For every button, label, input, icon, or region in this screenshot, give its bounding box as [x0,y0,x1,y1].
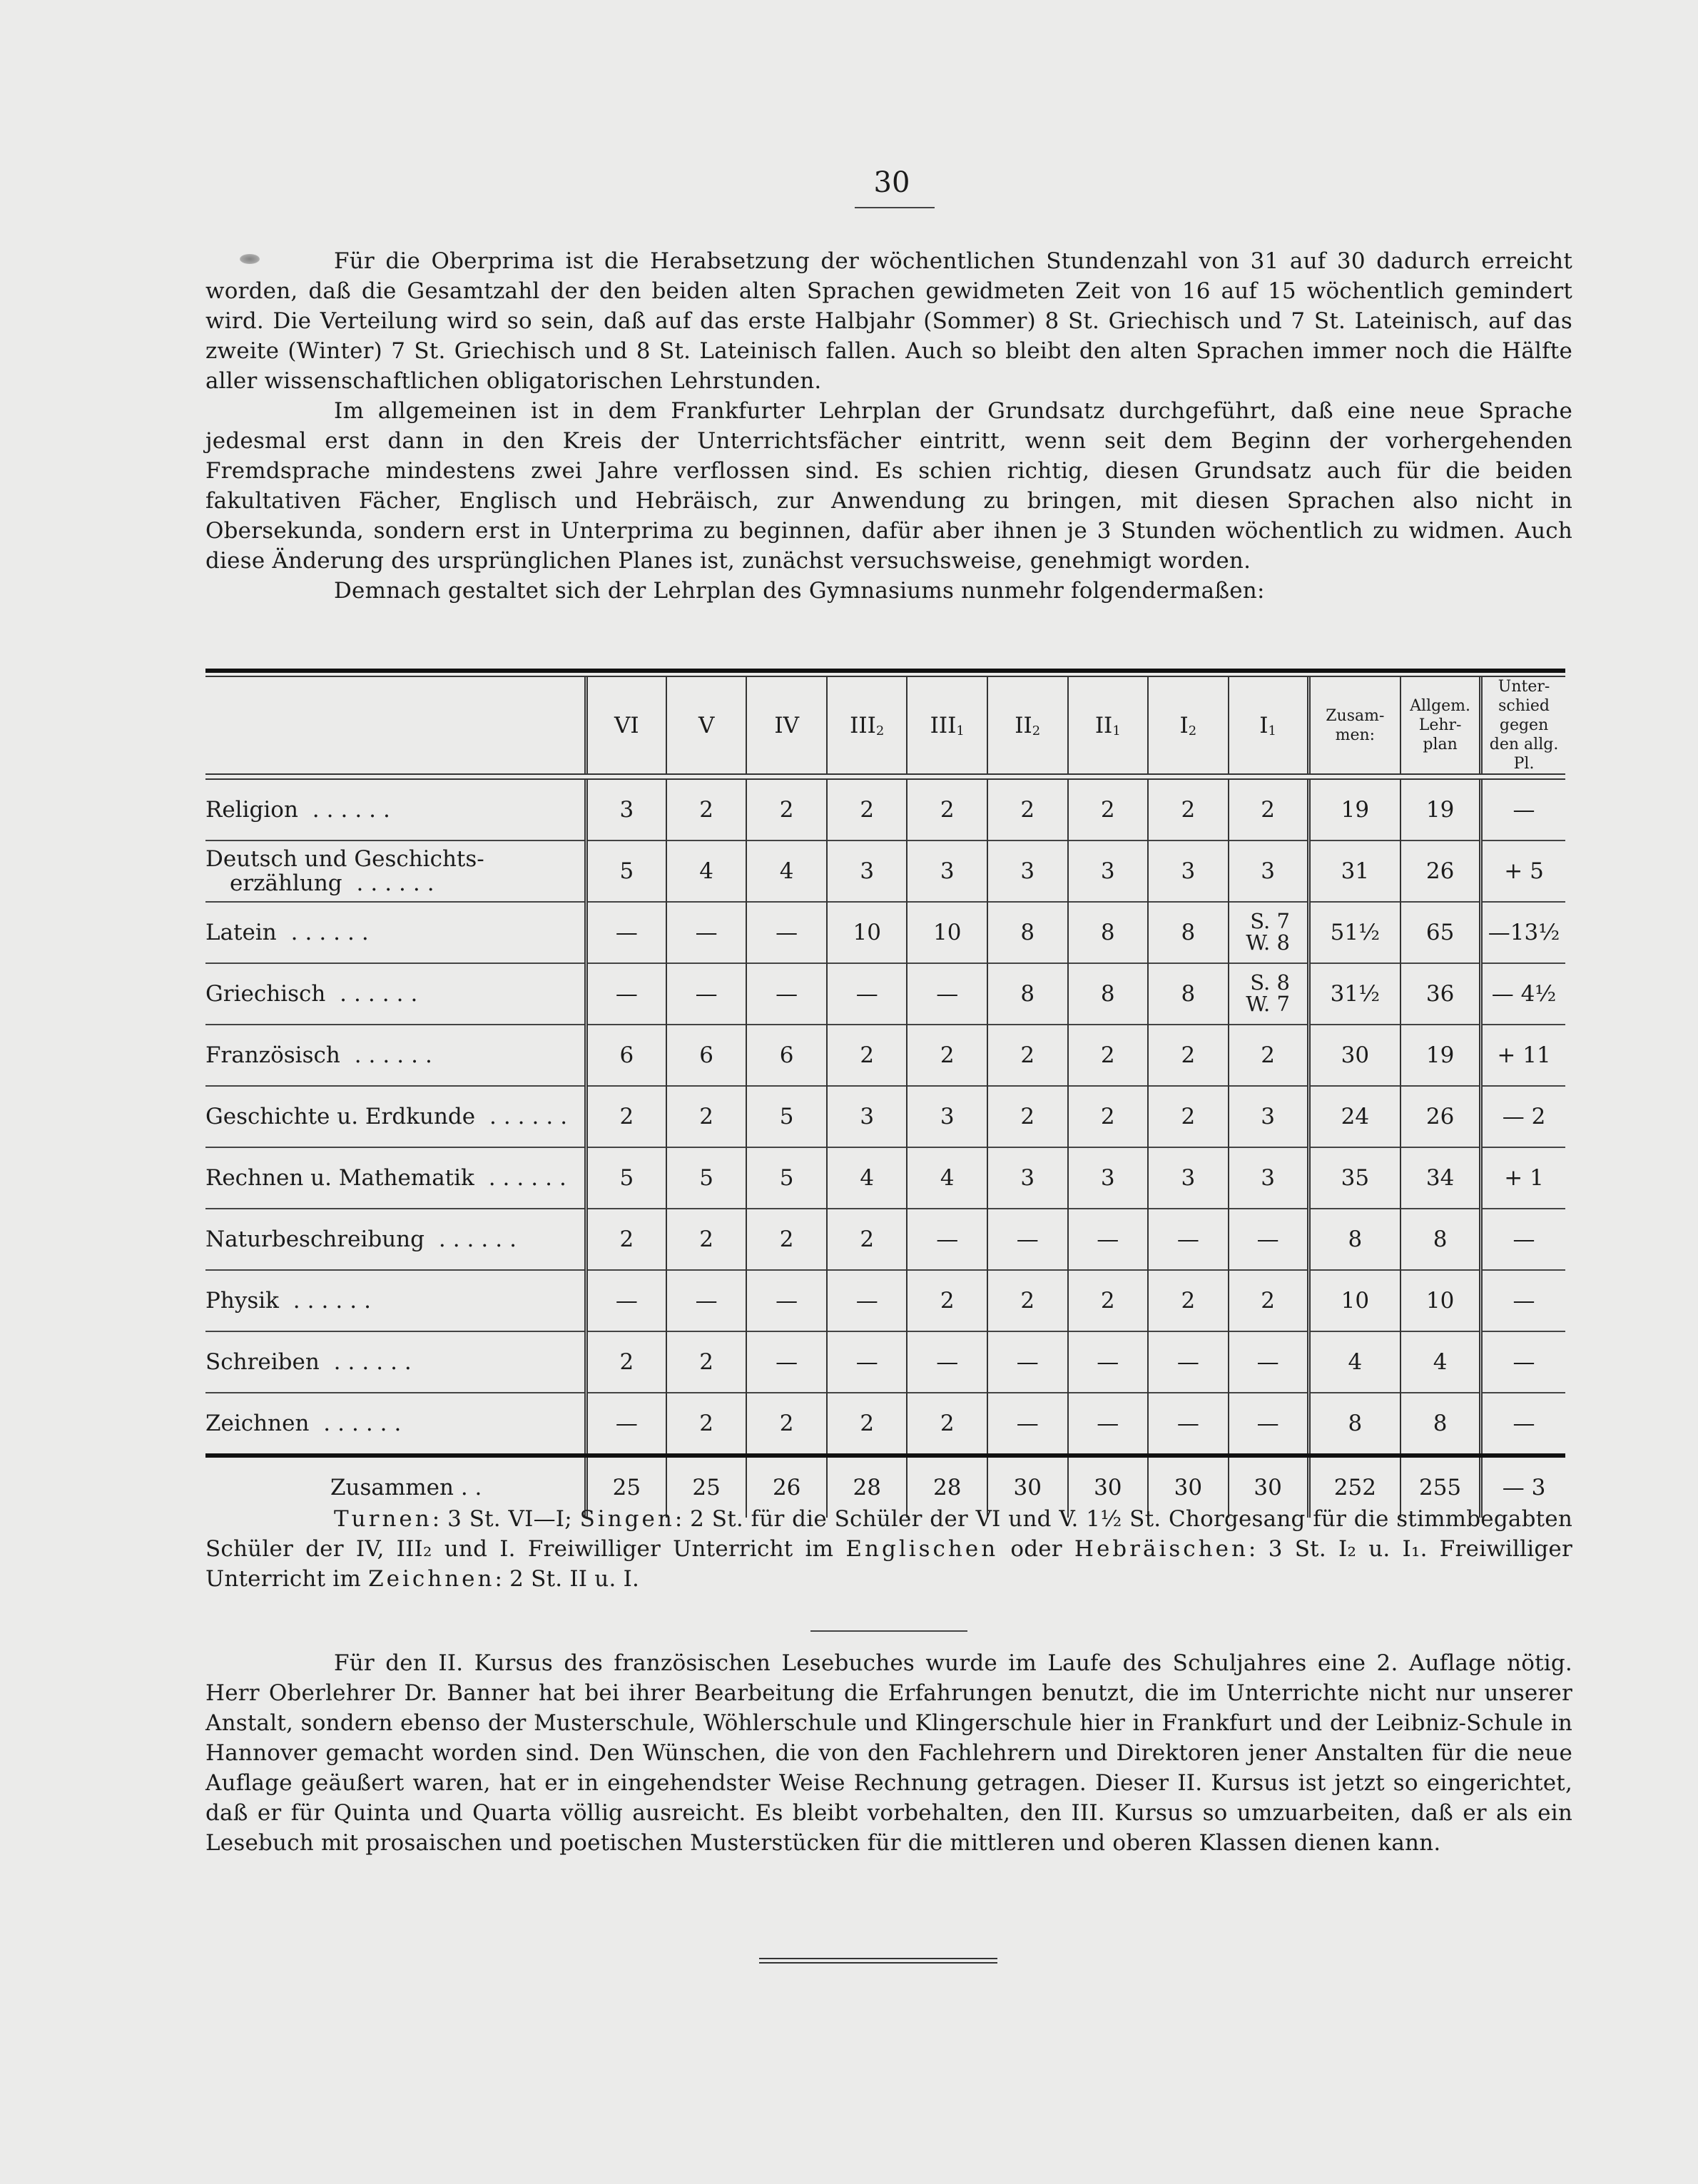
general-plan-cell: 10 [1400,1270,1481,1331]
totals-label: Zusammen . . [330,1475,482,1500]
hours-cell: 3 [987,840,1068,902]
intro-paragraph-2: Im allgemeinen ist in dem Frankfurter Lehrplan der Grundsatz durchgeführt, daß eine neue Sprache jedesmal erst dann in den Kreis der Unterrichtsfächer eintritt, wenn seit dem Beginn der vorhergehenden Fremdsprache mindestens zwei Jahre verflossen sind. Es schien richtig, diesen Grundsatz auch für die beiden fakultativen Fächer, Englisch und Hebräisch, zur Anwendung zu bringen, mit diesen Sprachen also nicht in Obersekunda, sondern erst in Unterprima zu beginnen, dafür aber ihnen je 3 Stunden wöchentlich zu widmen. Auch diese Änderung des ursprünglichen Planes ist, zunächst versuchsweise, genehmigt worden. [205,398,1572,574]
general-plan-cell: 36 [1400,963,1481,1025]
zeichnen-text: : 2 St. II u. I. [494,1566,640,1592]
hours-cell: 3 [1148,840,1229,902]
subject-row [205,780,1565,840]
hours-cell: — [746,1331,827,1393]
general-plan-cell: 19 [1400,780,1481,840]
subject-row [205,902,1565,963]
difference-cell: — 4½ [1481,963,1565,1025]
subject-label: erzählung [230,870,342,896]
hours-cell: 3 [586,780,666,840]
hours-cell: 2 [987,1270,1068,1331]
turnen-text: : 3 St. VI—I; [432,1506,580,1532]
class-header-V: V [666,677,747,773]
intro-text [205,246,1572,606]
subject-label: Religion [205,797,298,823]
subject-label: Französisch [205,1042,340,1068]
closing-text [205,1648,1572,1858]
difference-cell: — [1481,1270,1565,1331]
total-hours-cell: 25 [666,1458,747,1518]
general-plan-cell: 4 [1400,1331,1481,1393]
difference-total-cell: — 3 [1481,1458,1565,1518]
hours-cell: 2 [746,1393,827,1453]
total-cell: 31½ [1308,963,1400,1025]
hours-cell: — [827,1270,908,1331]
subject-row [205,1086,1565,1147]
hours-cell: 3 [907,840,987,902]
total-hours-cell: 30 [1229,1458,1309,1518]
total-cell: 51½ [1308,902,1400,963]
hours-cell: 2 [1148,1086,1229,1147]
subject-row [205,840,1565,902]
hebraeisch-text: : 3 St. I₂ u. I₁. Freiwilliger Unterricht im [205,1536,1572,1592]
grand-total-cell: 252 [1308,1458,1400,1518]
englisch-label: Englischen [845,1536,999,1562]
notes-text [205,1504,1572,1594]
total-cell: 8 [1308,1209,1400,1270]
hours-cell: — [1148,1209,1229,1270]
class-header-I2: $I_2$ [1148,677,1229,773]
hours-cell: — [586,1393,666,1453]
hours-cell [1229,963,1309,1025]
hours-cell: 3 [827,840,908,902]
hours-cell: 10 [907,902,987,963]
hours-cell: 2 [1068,1086,1149,1147]
hours-cell: — [746,902,827,963]
class-subscript: 2 [1188,723,1197,738]
class-header-III2: $III_2$ [827,677,908,773]
turnen-label: Turnen [334,1506,432,1532]
subject-row [205,1025,1565,1086]
page-number-rule [855,207,935,208]
hours-cell: — [827,963,908,1025]
leader-dots: ...... [340,1042,439,1068]
hours-cell: — [987,1331,1068,1393]
hours-cell: — [666,902,747,963]
hours-cell: — [907,1331,987,1393]
subject-label: Griechisch [205,981,326,1007]
total-cell: 8 [1308,1393,1400,1453]
hours-cell: 2 [827,1025,908,1086]
hours-cell: 2 [586,1086,666,1147]
hours-cell: 2 [586,1209,666,1270]
end-double-rule [759,1958,997,1966]
hours-cell: 4 [666,840,747,902]
difference-cell: — [1481,1331,1565,1393]
subject-row [205,1331,1565,1393]
hours-cell: 2 [666,1209,747,1270]
singen-label: Singen [579,1506,675,1532]
total-hours-cell: 30 [1148,1458,1229,1518]
class-header-VI: VI [586,677,666,773]
subject-name [205,1393,586,1453]
hours-cell: — [586,1270,666,1331]
hours-cell: 5 [586,840,666,902]
total-cell: 10 [1308,1270,1400,1331]
hours-cell: 2 [1229,780,1309,840]
notes-paragraph [205,1504,1572,1594]
leader-dots: ...... [309,1411,409,1436]
semester-split-value: S. 7 W. 8 [1246,908,1290,955]
hours-cell: 2 [907,1270,987,1331]
subject-name [205,963,586,1025]
hours-cell: 2 [666,1393,747,1453]
hours-cell: — [987,1393,1068,1453]
general-plan-cell: 8 [1400,1393,1481,1453]
hours-cell: — [1229,1209,1309,1270]
hours-cell: 6 [586,1025,666,1086]
total-cell: 19 [1308,780,1400,840]
hours-cell: 8 [1148,902,1229,963]
hours-cell: 5 [586,1147,666,1209]
closing-paragraph: Für den II. Kursus des französischen Lesebuches wurde im Laufe des Schuljahres eine 2. Auflage nötig. Herr Oberlehrer Dr. Banner hat bei ihrer Bearbeitung die Erfahrungen benutzt, die im Unterrichte nicht nur unserer Anstalt, sondern ebenso der Musterschule, Wöhlerschule und Klingerschule hier in Frankfurt und der Leibniz-Schule in Hannover gemacht worden sind. Den Wünschen, die von den Fachlehrern und Direktoren jener Anstalten für die neue Auflage geäußert waren, hat er in eingehendster Weise Rechnung getragen. Dieser II. Kursus ist jetzt so eingerichtet, daß er für Quinta und Quarta völlig ausreicht. Es bleibt vorbehalten, den III. Kursus so umzuarbeiten, daß er als ein Lesebuch mit prosaischen und poetischen Musterstücken für die mittleren und oberen Klassen dienen kann. [205,1650,1572,1856]
hours-cell: 5 [666,1147,747,1209]
hours-cell: 2 [746,780,827,840]
hours-cell: 2 [1229,1270,1309,1331]
hours-cell: — [987,1209,1068,1270]
difference-header: Unter- schied gegen den allg. Pl. [1481,677,1565,773]
hours-cell [1229,902,1309,963]
leader-dots: ...... [278,1288,378,1314]
hours-cell: 5 [746,1147,827,1209]
hours-cell: — [907,963,987,1025]
subject-name [205,840,586,902]
hours-cell: 3 [1229,840,1309,902]
total-hours-cell: 28 [907,1458,987,1518]
subject-row [205,1147,1565,1209]
total-hours-cell: 28 [827,1458,908,1518]
hours-cell: — [1229,1331,1309,1393]
hours-cell: 2 [1148,780,1229,840]
class-header-II1: $II_1$ [1068,677,1149,773]
hours-cell: 8 [987,963,1068,1025]
hours-cell: 3 [1148,1147,1229,1209]
subject-name [205,1025,586,1086]
semester-split-value: S. 8 W. 7 [1246,970,1290,1016]
leader-dots: ...... [342,870,442,896]
hours-cell: 8 [987,902,1068,963]
class-subscript: 1 [1268,723,1276,738]
difference-cell: + 5 [1481,840,1565,902]
singen-text: : 2 St. für die Schüler der VI und V. 1½ St. Chorgesang für die stimmbegabten Schüler der IV, III₂ und I. Freiwilliger Unterricht im [205,1506,1572,1562]
hours-cell: — [1068,1393,1149,1453]
hebraeisch-label: Hebräischen [1074,1536,1249,1562]
total-hours-cell: 30 [1068,1458,1149,1518]
leader-dots: ...... [276,920,376,945]
subject-name [205,1331,586,1393]
intro-paragraph-3: Demnach gestaltet sich der Lehrplan des Gymnasiums nunmehr folgendermaßen: [334,578,1265,604]
hours-cell: 2 [1148,1270,1229,1331]
zeichnen-label: Zeichnen [368,1566,495,1592]
hours-cell: — [586,902,666,963]
hours-cell: — [1148,1393,1229,1453]
class-header-I1: $I_1$ [1229,677,1309,773]
subject-label: Zeichnen [205,1411,310,1436]
hours-cell: 2 [746,1209,827,1270]
subject-name [205,1086,586,1147]
subject-header [205,677,586,773]
hours-cell: 2 [1068,1270,1149,1331]
hours-cell: — [746,1270,827,1331]
hours-cell: 2 [827,1393,908,1453]
subject-name [205,1147,586,1209]
page-number: 30 [873,166,910,199]
hours-cell: 3 [987,1147,1068,1209]
hours-cell: 2 [907,780,987,840]
leader-dots: ...... [475,1104,575,1129]
subject-label: Deutsch und Geschichts- [205,846,484,872]
curriculum-body [205,780,1565,1453]
hours-cell: — [746,963,827,1025]
hours-cell: 2 [987,1086,1068,1147]
curriculum-grid [205,677,1565,773]
subject-row [205,963,1565,1025]
difference-cell: —13½ [1481,902,1565,963]
general-plan-cell: 65 [1400,902,1481,963]
hours-cell: 3 [827,1086,908,1147]
leader-dots: ...... [474,1165,574,1191]
leader-dots: ...... [298,797,397,823]
hours-cell: 8 [1068,902,1149,963]
general-plan-header: Allgem. Lehr- plan [1400,677,1481,773]
hours-cell: 8 [1068,963,1149,1025]
hours-cell: 3 [1229,1147,1309,1209]
class-subscript: 2 [875,723,885,738]
intro-paragraph-1: Für die Oberprima ist die Herabsetzung der wöchentlichen Stundenzahl von 31 auf 30 dadurch erreicht worden, daß die Gesamtzahl der den beiden alten Sprachen gewidmeten Zeit von 16 auf 15 wöchentlich gemindert wird. Die Verteilung wird so sein, daß auf das erste Halbjahr (Sommer) 8 St. Griechisch und 7 St. Lateinisch, auf das zweite (Winter) 7 St. Griechisch und 8 St. Lateinisch fallen. Auch so bleibt den alten Sprachen immer noch die Hälfte aller wissenschaftlichen obligatorischen Lehrstunden. [205,248,1572,394]
hours-cell: 2 [1148,1025,1229,1086]
hours-cell: 2 [1068,1025,1149,1086]
hours-cell: 2 [987,1025,1068,1086]
hours-cell: 3 [1229,1086,1309,1147]
header-bottom-rule [205,773,1565,780]
subject-row [205,1209,1565,1270]
hours-cell: 2 [827,780,908,840]
class-header-IV: IV [746,677,827,773]
hours-cell: 2 [907,1393,987,1453]
oder-text: oder [998,1536,1074,1562]
general-plan-cell: 19 [1400,1025,1481,1086]
total-cell: 4 [1308,1331,1400,1393]
subject-name [205,902,586,963]
hours-cell: 2 [1229,1025,1309,1086]
hours-cell: 3 [907,1086,987,1147]
general-plan-total-cell: 255 [1400,1458,1481,1518]
total-hours-cell: 26 [746,1458,827,1518]
hours-cell: 4 [746,840,827,902]
leader-dots: ...... [325,981,425,1007]
hours-cell: 3 [1068,1147,1149,1209]
general-plan-cell: 26 [1400,1086,1481,1147]
leader-dots: ...... [424,1226,524,1252]
difference-cell: — [1481,780,1565,840]
difference-cell: — [1481,1393,1565,1453]
total-cell: 31 [1308,840,1400,902]
difference-cell: — [1481,1209,1565,1270]
subject-label: Naturbeschreibung [205,1226,424,1252]
table-header-row [205,677,1565,773]
hours-cell: 2 [586,1331,666,1393]
subject-label: Schreiben [205,1349,320,1375]
curriculum-table [205,669,1565,1518]
hours-cell: 4 [907,1147,987,1209]
hours-cell: — [1148,1331,1229,1393]
subject-label: Rechnen u. Mathematik [205,1165,474,1191]
hours-cell: 2 [827,1209,908,1270]
hours-cell: — [666,963,747,1025]
hours-cell: 2 [987,780,1068,840]
hours-cell: 2 [666,1331,747,1393]
hours-cell: 6 [666,1025,747,1086]
table-top-rule [205,669,1565,673]
total-cell: 24 [1308,1086,1400,1147]
hours-cell: — [907,1209,987,1270]
class-subscript: 1 [956,723,965,738]
class-subscript: 1 [1112,723,1121,738]
hours-cell: — [1068,1209,1149,1270]
difference-cell: + 11 [1481,1025,1565,1086]
hours-cell: 6 [746,1025,827,1086]
total-cell: 30 [1308,1025,1400,1086]
total-hours-cell: 25 [586,1458,666,1518]
hours-cell: — [827,1331,908,1393]
hours-cell: — [1229,1393,1309,1453]
hours-cell: 2 [666,780,747,840]
subject-label: Geschichte u. Erdkunde [205,1104,476,1129]
section-divider [810,1630,967,1632]
hours-cell: 2 [907,1025,987,1086]
subject-label: Latein [205,920,277,945]
subject-label: Physik [205,1288,279,1314]
subject-row [205,1270,1565,1331]
hours-cell: 2 [1068,780,1149,840]
class-header-III1: $III_1$ [907,677,987,773]
general-plan-cell: 26 [1400,840,1481,902]
class-header-II2: $II_2$ [987,677,1068,773]
leader-dots: ...... [319,1349,419,1375]
hours-cell: 4 [827,1147,908,1209]
subject-name [205,780,586,840]
total-header: Zusam- men: [1308,677,1400,773]
general-plan-cell: 8 [1400,1209,1481,1270]
hours-cell: — [666,1270,747,1331]
general-plan-cell: 34 [1400,1147,1481,1209]
class-subscript: 2 [1032,723,1041,738]
hours-cell: — [1068,1331,1149,1393]
subject-row [205,1393,1565,1453]
difference-cell: — 2 [1481,1086,1565,1147]
hours-cell: 2 [666,1086,747,1147]
hours-cell: 5 [746,1086,827,1147]
subject-name [205,1209,586,1270]
total-cell: 35 [1308,1147,1400,1209]
hours-cell: 8 [1148,963,1229,1025]
hours-cell: 10 [827,902,908,963]
difference-cell: + 1 [1481,1147,1565,1209]
subject-name [205,1270,586,1331]
hours-cell: — [586,963,666,1025]
hours-cell: 3 [1068,840,1149,902]
total-hours-cell: 30 [987,1458,1068,1518]
